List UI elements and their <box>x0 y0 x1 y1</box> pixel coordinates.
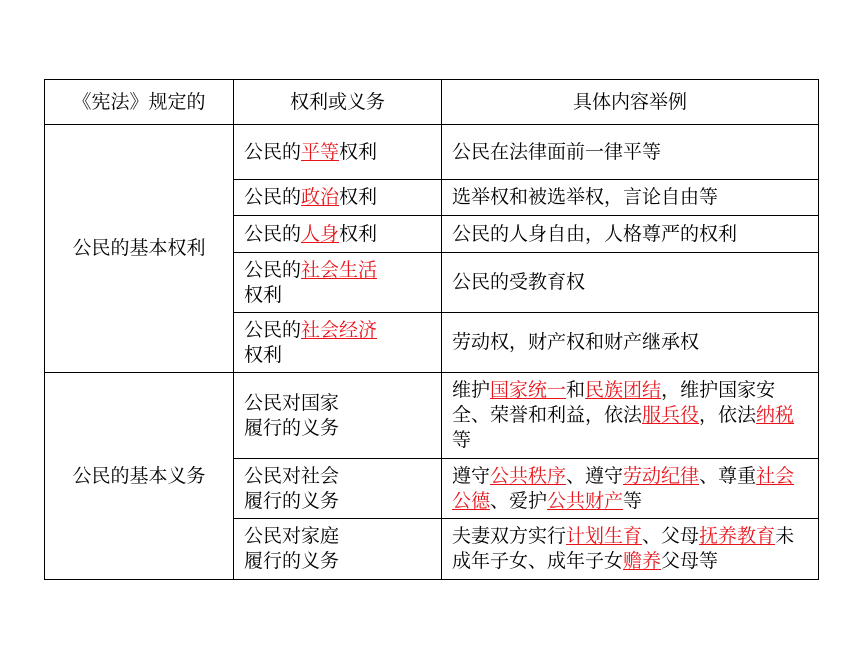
right-example: 公民在法律面前一律平等 <box>442 125 819 180</box>
right-example: 劳动权，财产权和财产继承权 <box>442 313 819 373</box>
right-item: 公民的平等权利 <box>234 125 442 180</box>
right-item: 公民的政治权利 <box>234 180 442 216</box>
right-item: 公民的社会生活 权利 <box>234 253 442 313</box>
right-item: 公民的人身权利 <box>234 216 442 253</box>
right-example: 选举权和被选举权，言论自由等 <box>442 180 819 216</box>
constitution-table <box>44 79 819 580</box>
duty-example: 夫妻双方实行计划生育、父母抚养教育未成年子女、成年子女赡养父母等 <box>442 519 819 580</box>
right-example: 公民的人身自由，人格尊严的权利 <box>442 216 819 253</box>
header-row <box>45 80 819 125</box>
duty-item: 公民对社会 履行的义务 <box>234 459 442 519</box>
duties-row <box>45 373 819 459</box>
rights-category: 公民的基本权利 <box>45 125 234 373</box>
duty-example: 维护国家统一和民族团结，维护国家安全、荣誉和利益，依法服兵役，依法纳税等 <box>442 373 819 459</box>
duty-example: 遵守公共秩序、遵守劳动纪律、尊重社会公德、爱护公共财产等 <box>442 459 819 519</box>
duty-item: 公民对国家 履行的义务 <box>234 373 442 459</box>
right-item: 公民的社会经济 权利 <box>234 313 442 373</box>
rights-row <box>45 125 819 180</box>
duties-category: 公民的基本义务 <box>45 373 234 580</box>
duty-item: 公民对家庭 履行的义务 <box>234 519 442 580</box>
header-col2: 权利或义务 <box>234 80 442 125</box>
header-col1: 《宪法》规定的 <box>45 80 234 125</box>
right-example: 公民的受教育权 <box>442 253 819 313</box>
header-col3: 具体内容举例 <box>442 80 819 125</box>
